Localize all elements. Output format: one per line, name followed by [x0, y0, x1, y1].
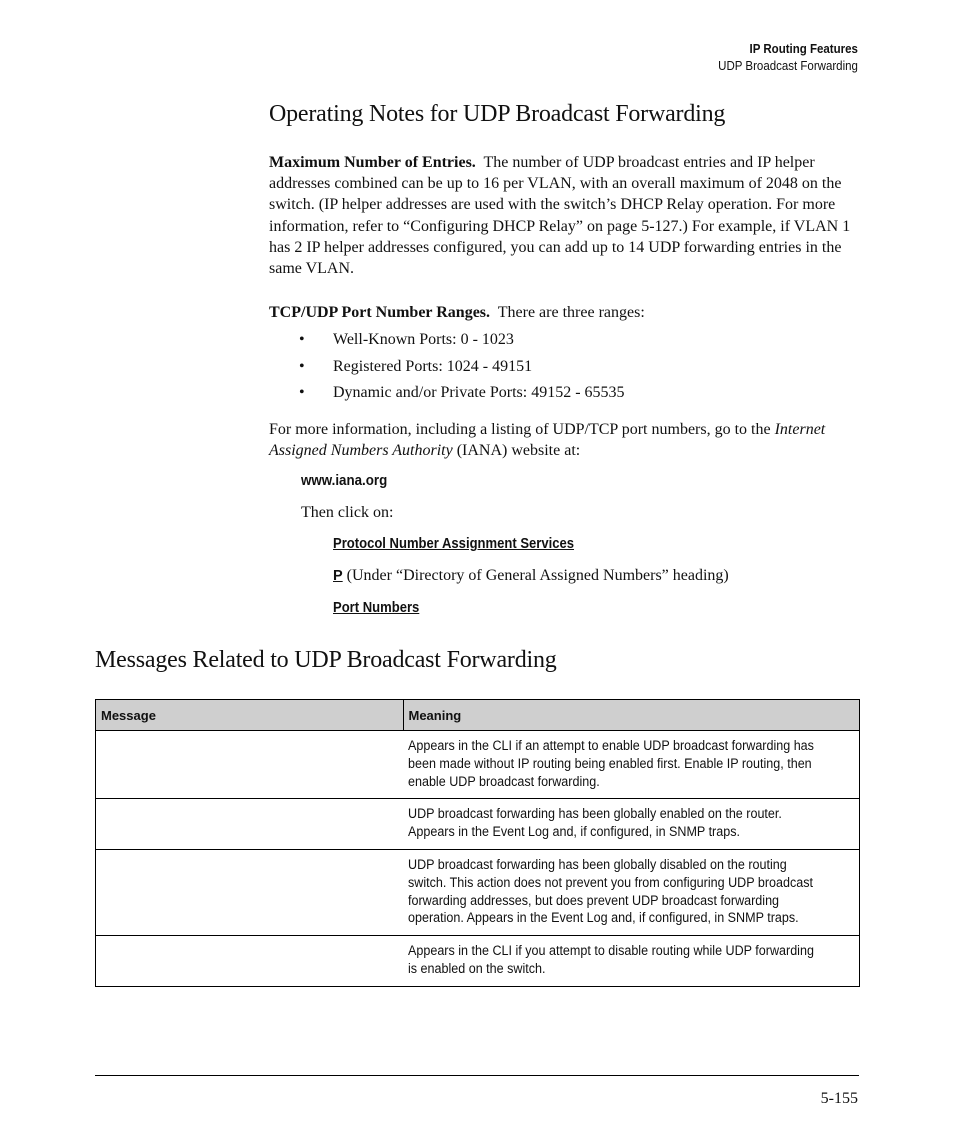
meaning-cell: [403, 731, 860, 799]
port-range-list: [299, 329, 625, 409]
paragraph-iana-info: [269, 419, 861, 461]
page-number: 5-155: [820, 1090, 858, 1107]
protocol-number-link[interactable]: Protocol Number Assignment Services: [333, 536, 575, 552]
meaning-cell: [403, 799, 860, 850]
column-header-meaning: Meaning: [403, 700, 860, 731]
p-note: (Under “Directory of General Assigned Numbers” heading): [346, 567, 729, 584]
table-row: [96, 799, 860, 850]
section-name: UDP Broadcast Forwarding: [718, 59, 858, 73]
column-header-message: Message: [96, 700, 404, 731]
paragraph-port-ranges: [269, 302, 861, 323]
iana-url: www.iana.org: [301, 473, 388, 489]
message-cell: [96, 731, 404, 799]
table-row: [96, 936, 860, 987]
section-title-messages: Messages Related to UDP Broadcast Forwarding: [95, 647, 557, 673]
list-item-text: Dynamic and/or Private Ports: 49152 - 65535: [333, 384, 625, 401]
footer-divider: [95, 1075, 859, 1076]
bullet-icon: •: [299, 384, 305, 401]
run-in-heading: Maximum Number of Entries.: [269, 154, 476, 171]
p-directory-line: [333, 567, 729, 585]
paragraph-text: The number of UDP broadcast entries and IP helper addresses combined can be up to 16 per VLAN, with an overall maximum of 2048 on the switch. (IP helper addresses are used with the switch’s DHCP Relay operation. For more information, refer to “Configuring DHCP Relay” on page 5-127.) For example, if VLAN 1 has 2 IP helper addresses configured, you can add up to 14 UDP forwarding entries in the same VLAN.: [269, 154, 851, 278]
message-cell: [96, 799, 404, 850]
paragraph-max-entries: [269, 152, 861, 279]
table-row: [96, 731, 860, 799]
chapter-title: IP Routing Features: [749, 42, 858, 56]
message-cell: [96, 849, 404, 935]
meaning-cell: [403, 849, 860, 935]
bullet-icon: •: [299, 331, 305, 348]
meaning-text: Appears in the CLI if you attempt to disable routing while UDP forwarding is enabled on the switch.: [408, 943, 814, 976]
p-link[interactable]: P: [333, 568, 343, 584]
running-header: [706, 41, 858, 75]
then-click-text: Then click on:: [301, 504, 394, 521]
table-header-row: [96, 700, 860, 731]
paragraph-text: (IANA) website at:: [456, 442, 581, 460]
bullet-icon: •: [299, 357, 305, 375]
paragraph-text: For more information, including a listing of UDP/TCP port numbers, go to the: [269, 421, 771, 438]
meaning-text: UDP broadcast forwarding has been globally enabled on the router. Appears in the Event Log and, if configured, in SNMP traps.: [408, 806, 782, 840]
run-in-heading: TCP/UDP Port Number Ranges.: [269, 304, 491, 321]
meaning-text: UDP broadcast forwarding has been globally disabled on the routing switch. This action does not prevent you from configuring UDP broadcast forwarding addresses, but does prevent UDP broadcast forwarding operation. Appears in the Event Log and, if configured, in SNMP traps.: [408, 856, 814, 926]
table-row: [96, 849, 860, 935]
list-item-text: Well-Known Ports: 0 - 1023: [333, 331, 514, 348]
message-cell: [96, 936, 404, 987]
section-title-operating-notes: Operating Notes for UDP Broadcast Forwarding: [269, 101, 726, 127]
meaning-cell: [403, 936, 860, 987]
list-item: [299, 329, 625, 356]
list-item: [299, 382, 625, 409]
iana-name: Internet Assigned Numbers Authority: [269, 421, 826, 460]
meaning-text: Appears in the CLI if an attempt to enable UDP broadcast forwarding has been made without IP routing being enabled first. Enable IP routing, then enable UDP broadcast forwarding.: [408, 738, 814, 789]
list-item-text: Registered Ports: 1024 - 49151: [333, 357, 533, 375]
list-item: [299, 356, 625, 383]
paragraph-text: There are three ranges:: [497, 304, 645, 321]
port-numbers-link[interactable]: Port Numbers: [333, 600, 420, 616]
messages-table: [95, 699, 860, 987]
